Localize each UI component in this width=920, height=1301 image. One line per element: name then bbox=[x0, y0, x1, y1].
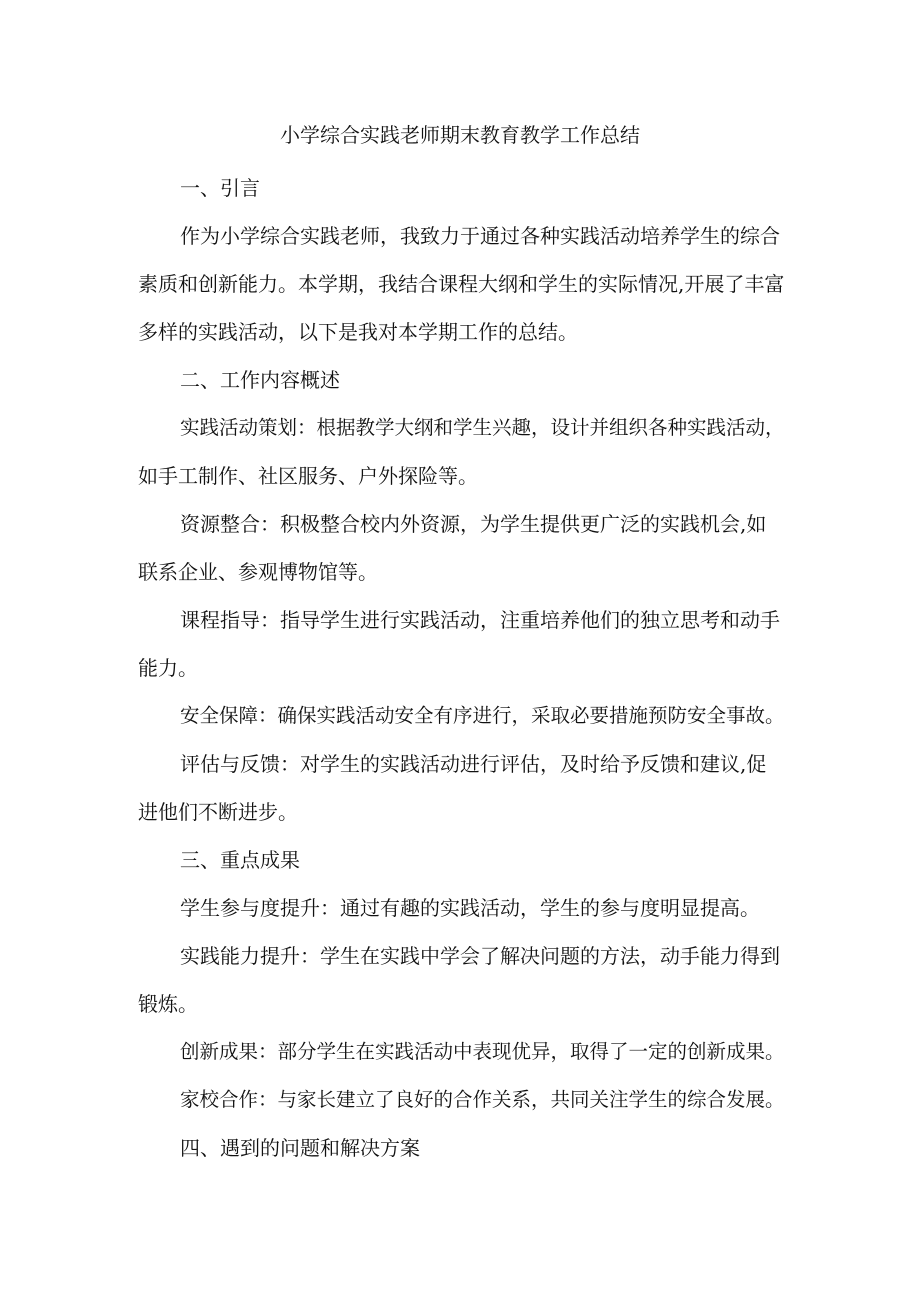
paragraph-line: 进他们不断进步。 bbox=[138, 800, 298, 824]
paragraph-line: 实践能力提升：学生在实践中学会了解决问题的方法，动手能力得到 bbox=[180, 944, 780, 968]
paragraph-line: 安全保障：确保实践活动安全有序进行，采取必要措施预防安全事故。 bbox=[180, 704, 785, 727]
section-heading-problems: 四、遇到的问题和解决方案 bbox=[180, 1136, 420, 1160]
section-heading-intro: 一、引言 bbox=[180, 176, 260, 200]
paragraph-line: 创新成果：部分学生在实践活动中表现优异，取得了一定的创新成果。 bbox=[180, 1040, 785, 1063]
section-heading-overview: 二、工作内容概述 bbox=[180, 368, 340, 392]
paragraph-line: 锻炼。 bbox=[138, 992, 198, 1016]
document-title: 小学综合实践老师期末教育教学工作总结 bbox=[280, 123, 640, 147]
paragraph-line: 学生参与度提升：通过有趣的实践活动，学生的参与度明显提高。 bbox=[180, 896, 760, 920]
paragraph-line: 资源整合：积极整合校内外资源，为学生提供更广泛的实践机会,如 bbox=[180, 512, 767, 536]
paragraph-line: 多样的实践活动，以下是我对本学期工作的总结。 bbox=[138, 320, 578, 344]
section-heading-results: 三、重点成果 bbox=[180, 848, 300, 872]
paragraph-line: 实践活动策划：根据教学大纲和学生兴趣，设计并组织各种实践活动， bbox=[180, 416, 785, 439]
paragraph-line: 如手工制作、社区服务、户外探险等。 bbox=[138, 464, 478, 488]
paragraph-line: 家校合作：与家长建立了良好的合作关系，共同关注学生的综合发展。 bbox=[180, 1088, 785, 1111]
paragraph-line: 课程指导：指导学生进行实践活动，注重培养他们的独立思考和动手 bbox=[180, 608, 780, 632]
document-body bbox=[138, 164, 786, 1172]
paragraph-line: 评估与反馈：对学生的实践活动进行评估，及时给予反馈和建议,促 bbox=[180, 752, 767, 776]
paragraph-line: 联系企业、参观博物馆等。 bbox=[138, 560, 378, 584]
paragraph-line: 作为小学综合实践老师，我致力于通过各种实践活动培养学生的综合 bbox=[180, 224, 780, 248]
paragraph-line: 素质和创新能力。本学期，我结合课程大纲和学生的实际情况,开展了丰富 bbox=[138, 272, 785, 296]
paragraph-line: 能力。 bbox=[138, 656, 198, 680]
